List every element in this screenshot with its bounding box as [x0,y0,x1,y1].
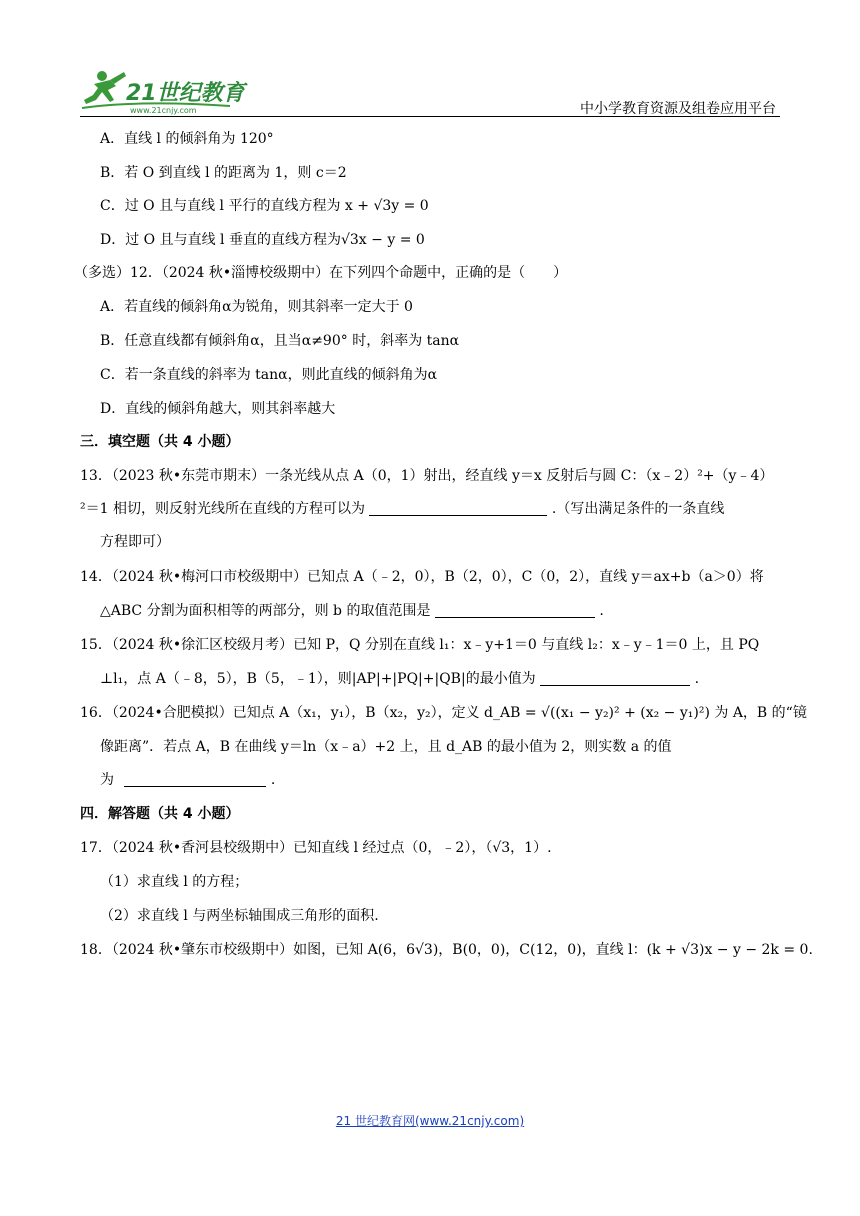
option-11c: C．过 O 且与直线 l 平行的直线方程为 x + √3y = 0 [100,198,429,214]
header-divider [80,116,780,117]
option-12c: C．若一条直线的斜率为 tanα，则此直线的倾斜角为α [100,367,438,383]
question-13-line1: 13．（2023 秋•东莞市期末）一条光线从点 A（0，1）射出，经直线 y＝x 反射后与圆 C：（x﹣2）²+（y﹣4） [80,468,774,484]
q14-answer-blank[interactable] [435,603,595,618]
question-16-line1: 16．（2024•合肥模拟）已知点 A（x₁，y₁），B（x₂，y₂），定义 d_AB = √((x₁ − y₂)² + (x₂ − y₁)²) 为 A，B 的“镜 [80,705,807,721]
q15-text-post: . [694,671,700,687]
question-13-line2 [80,498,724,518]
question-18: 18．（2024 秋•肇东市校级期中）如图，已知 A(6，6√3)，B(0，0)，C(12，0)，直线 l：(k + √3)x − y − 2k = 0. [80,942,813,958]
question-14-line2 [100,600,604,620]
page-header [80,66,780,118]
site-logo[interactable] [80,66,260,116]
q16-text-post: . [270,772,276,788]
option-12b: B．任意直线都有倾斜角α，且当α≠90° 时，斜率为 tanα [100,333,460,349]
question-17-part1: （1）求直线 l 的方程； [100,874,249,890]
question-13-line3: 方程即可） [100,534,170,550]
q13-answer-blank[interactable] [369,501,547,516]
svg-text:21世纪教育: 21世纪教育 [126,81,245,106]
question-14-line1: 14．（2024 秋•梅河口市校级期中）已知点 A（﹣2，0），B（2，0），C（0，2），直线 y＝ax+b（a＞0）将 [80,569,764,585]
question-15-line2 [100,668,699,688]
option-11d: D．过 O 且与直线 l 垂直的直线方程为√3x − y = 0 [100,232,425,248]
question-17: 17．（2024 秋•香河县校级期中）已知直线 l 经过点（0，﹣2），（√3，1）. [80,840,552,856]
option-11a: A．直线 l 的倾斜角为 120° [100,131,274,147]
section-3-title: 三．填空题（共 4 小题） [80,434,240,450]
question-17-part2: （2）求直线 l 与两坐标轴围成三角形的面积. [100,908,379,924]
platform-name: 中小学教育资源及组卷应用平台 [580,101,776,117]
q13-text-pre: ²＝1 相切，则反射光线所在直线的方程可以为 [80,501,365,517]
question-12: （多选）12．（2024 秋•淄博校级期中）在下列四个命题中，正确的是（ ） [74,265,568,281]
q14-text-pre: △ABC 分割为面积相等的两部分，则 b 的取值范围是 [100,603,431,619]
option-12a: A．若直线的倾斜角α为锐角，则其斜率一定大于 0 [100,299,413,315]
question-16-line3 [100,769,275,789]
footer-link[interactable]: 21 世纪教育网(www.21cnjy.com) [335,1114,525,1128]
q16-answer-blank[interactable] [124,772,266,787]
q14-text-post: . [599,603,604,619]
q15-text-pre: ⊥l₁，点 A（﹣8，5），B（5，﹣1），则|AP|+|PQ|+|QB|的最小值为 [100,671,536,687]
section-4-title: 四．解答题（共 4 小题） [80,806,240,822]
option-11b: B．若 O 到直线 l 的距离为 1，则 c＝2 [100,165,347,181]
question-15-line1: 15．（2024 秋•徐汇区校级月考）已知 P，Q 分别在直线 l₁：x﹣y+1＝0 与直线 l₂：x﹣y﹣1＝0 上，且 PQ [80,637,760,653]
question-16-line2: 像距离”．若点 A，B 在曲线 y＝ln（x﹣a）+2 上，且 d_AB 的最小值为 2，则实数 a 的值 [100,739,672,755]
q16-text-pre: 为 [100,772,114,788]
q13-text-post: .（写出满足条件的一条直线 [551,501,725,517]
q15-answer-blank[interactable] [540,671,690,686]
svg-text:www.21cnjy.com: www.21cnjy.com [130,106,197,115]
option-12d: D．直线的倾斜角越大，则其斜率越大 [100,401,336,417]
